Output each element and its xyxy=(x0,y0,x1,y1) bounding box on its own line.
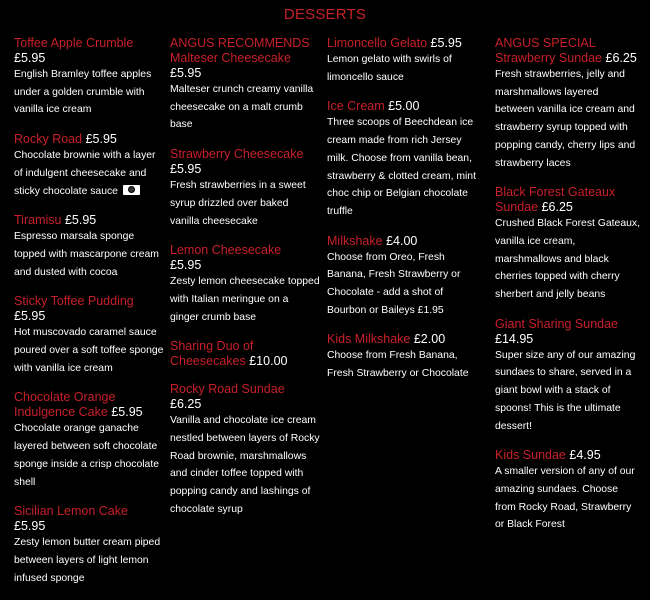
item-name: Chocolate Orange Indulgence Cake xyxy=(14,390,116,420)
item-description: Super size any of our amazing sundaes to share, served in a giant bowl with a stack of spoons! This is the ultimate dessert! xyxy=(495,349,636,432)
item-price: £5.00 xyxy=(388,99,420,114)
item-description: Espresso marsala sponge topped with mascarpone cream and dusted with cocoa xyxy=(14,231,159,278)
item-name-row xyxy=(327,36,477,51)
item-name: Toffee Apple Crumble xyxy=(14,36,134,50)
item-price: £6.25 xyxy=(170,397,202,412)
menu-item-malteser-cheesecake xyxy=(170,36,320,134)
menu-item-rocky-road xyxy=(14,132,164,200)
item-name: Limoncello Gelato xyxy=(327,36,428,50)
item-name: Milkshake xyxy=(327,233,383,248)
item-description: Vanilla and chocolate ice cream nestled between layers of Rocky Road brownie, marshmallows and cinder toffee topped with popping candy and lashings of chocolate syrup xyxy=(170,415,320,515)
item-name-row xyxy=(327,99,477,114)
menu-column-1 xyxy=(14,36,164,600)
item-price: £10.00 xyxy=(249,354,288,369)
item-name-row xyxy=(14,390,164,420)
item-description: Choose from Oreo, Fresh Banana, Fresh Strawberry or Chocolate - add a shot of Bourbon or Baileys £1.95 xyxy=(327,251,461,316)
menu-item-strawberry-cheesecake xyxy=(170,147,320,230)
menu-item-tiramisu xyxy=(14,213,164,281)
item-price: £4.95 xyxy=(569,448,601,463)
menu-item-limoncello-gelato xyxy=(327,36,477,86)
item-description-row xyxy=(14,147,164,200)
item-description: Zesty lemon butter cream piped between layers of light lemon infused sponge xyxy=(14,537,161,584)
item-description: A smaller version of any of our amazing sundaes. Choose from Rocky Road, Strawberry or Black Forest xyxy=(495,466,635,531)
item-name-row xyxy=(327,332,477,347)
menu-column-4 xyxy=(495,36,640,547)
item-name-row xyxy=(495,185,640,215)
item-name: Strawberry Cheesecake xyxy=(170,147,304,162)
menu-item-kids-sundae xyxy=(495,448,640,534)
item-price: £5.95 xyxy=(170,258,202,273)
menu-item-sticky-toffee-pudding xyxy=(14,294,164,377)
menu-column-3 xyxy=(327,36,477,396)
menu-item-ice-cream xyxy=(327,99,477,220)
item-description: Malteser crunch creamy vanilla cheesecake on a malt crumb base xyxy=(170,84,314,131)
item-description: Fresh strawberries, jelly and marshmallows layered between vanilla ice cream and strawberry syrup topped with popping candy, cherry lips and strawberry laces xyxy=(495,69,636,169)
menu-item-kids-milkshake xyxy=(327,332,477,382)
item-description: Hot muscovado caramel sauce poured over a soft toffee sponge with vanilla ice cream xyxy=(14,327,164,374)
menu-item-strawberry-sundae xyxy=(495,36,640,172)
menu-column-2 xyxy=(170,36,320,532)
item-price: £6.25 xyxy=(605,51,637,65)
item-price: £5.95 xyxy=(14,519,46,534)
item-price: £5.95 xyxy=(170,66,202,80)
menu-item-chocolate-orange-indulgence-cake xyxy=(14,390,164,491)
item-description: Chocolate brownie with a layer of indulgent cheesecake and sticky chocolate sauce xyxy=(14,150,156,197)
item-name-row xyxy=(327,234,477,249)
item-name: Sticky Toffee Pudding xyxy=(14,294,134,309)
item-price: £14.95 xyxy=(495,331,534,346)
item-description: Fresh strawberries in a sweet syrup drizzled over baked vanilla cheesecake xyxy=(170,180,306,227)
menu-item-toffee-apple-crumble xyxy=(14,36,164,119)
menu-item-rocky-road-sundae xyxy=(170,382,320,518)
item-name-row xyxy=(170,339,320,369)
item-price: £5.95 xyxy=(14,309,46,324)
menu-item-milkshake xyxy=(327,234,477,320)
item-price: £5.95 xyxy=(85,132,117,147)
item-price: £2.00 xyxy=(413,332,446,347)
item-description: Crushed Black Forest Gateaux, vanilla ice cream, marshmallows and black cherries topped with cherry sherbert and jelly beans xyxy=(495,218,640,301)
item-name: Sicilian Lemon Cake xyxy=(14,504,128,519)
item-name: ANGUS SPECIAL Strawberry Sundae xyxy=(495,36,603,65)
item-price: £5.95 xyxy=(14,51,46,65)
item-name: Black Forest Gateaux Sundae xyxy=(495,185,616,215)
item-price: £4.00 xyxy=(386,233,418,248)
item-name-row xyxy=(14,132,164,147)
menu-item-sharing-duo-of-cheesecakes xyxy=(170,339,320,369)
item-price: £5.95 xyxy=(170,162,202,177)
item-description: Three scoops of Beechdean ice cream made from rich Jersey milk. Choose from vanilla bean, strawberry & clotted cream, mint choc chip or Belgian chocolate truffle xyxy=(327,117,476,217)
item-price: £6.25 xyxy=(541,200,573,215)
item-name-row xyxy=(495,36,640,66)
item-price: £5.95 xyxy=(64,213,97,228)
item-name: ANGUS RECOMMENDS Malteser Cheesecake xyxy=(170,36,310,65)
menu-item-lemon-cheesecake xyxy=(170,243,320,326)
item-name-row xyxy=(495,448,640,463)
item-name: Tiramisu xyxy=(14,213,62,228)
menu-item-sicilian-lemon-cake xyxy=(14,504,164,587)
item-name: Rocky Road Sundae xyxy=(170,382,285,397)
item-name: Rocky Road xyxy=(14,132,83,147)
item-price: £5.95 xyxy=(430,36,462,50)
item-name: Lemon Cheesecake xyxy=(170,243,282,258)
item-description: Zesty lemon cheesecake topped with Italian meringue on a ginger crumb base xyxy=(170,276,320,323)
item-description: Choose from Fresh Banana, Fresh Strawberry or Chocolate xyxy=(327,350,469,380)
item-name: Giant Sharing Sundae xyxy=(495,316,619,331)
item-description: Chocolate orange ganache layered between soft chocolate sponge inside a crisp chocolate shell xyxy=(14,423,159,488)
item-price: £5.95 xyxy=(111,405,143,420)
item-name: Ice Cream xyxy=(327,99,385,114)
camera-icon[interactable] xyxy=(123,185,140,195)
menu-item-giant-sharing-sundae xyxy=(495,317,640,436)
item-name: Kids Milkshake xyxy=(327,332,411,347)
item-name: Kids Sundae xyxy=(495,448,566,463)
item-name: Sharing Duo of Cheesecakes xyxy=(170,339,254,369)
menu-title: DESSERTS xyxy=(283,6,367,23)
item-description: English Bramley toffee apples under a golden crumble with vanilla ice cream xyxy=(14,69,152,116)
item-description: Lemon gelato with swirls of limoncello sauce xyxy=(327,54,452,83)
menu-item-black-forest-gateaux-sundae xyxy=(495,185,640,304)
item-name-row xyxy=(14,213,164,228)
